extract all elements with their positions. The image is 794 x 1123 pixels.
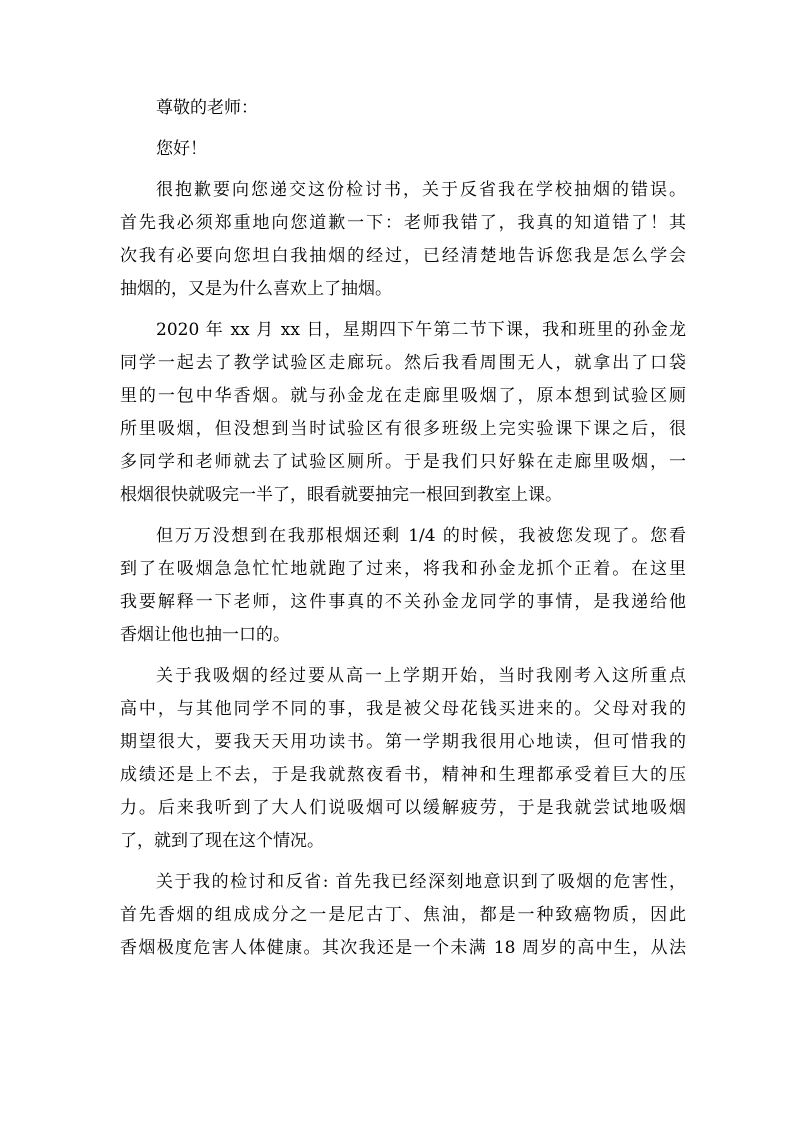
paragraph-background	[120, 660, 686, 858]
letter-body	[120, 92, 686, 965]
paragraph-reflection	[120, 866, 686, 965]
text-line: 但万万没想到在我那根烟还剩 1/4 的时候，我被您发现了。您看	[156, 526, 686, 546]
paragraph-apology	[120, 174, 686, 306]
text-line: 关于我的检讨和反省: 首先我已经深刻地意识到了吸烟的危害性，	[156, 872, 686, 892]
paragraph-incident	[120, 314, 686, 512]
text-line: 多同学和老师就去了试验区厕所。于是我们只好躲在走廊里吸烟，一	[120, 452, 686, 472]
text-line: 成绩还是上不去，于是我就熬夜看书，精神和生理都承受着巨大的压	[120, 765, 686, 785]
text-line: 首先香烟的组成成分之一是尼古丁、焦油，都是一种致癌物质，因此	[120, 905, 686, 925]
text-line: 次我有必要向您坦白我抽烟的经过，已经清楚地告诉您我是怎么学会	[120, 246, 686, 266]
text-line: 力。后来我听到了大人们说吸烟可以缓解疲劳，于是我就尝试地吸烟	[120, 798, 686, 818]
text-line: 2020 年 xx 月 xx 日，星期四下午第二节下课，我和班里的孙金龙	[156, 320, 686, 340]
greeting: 您好！	[156, 139, 207, 159]
text-line: 根烟很快就吸完一半了，眼看就要抽完一根回到教室上课。	[120, 485, 562, 505]
text-line: 里的一包中华香烟。就与孙金龙在走廊里吸烟了，原本想到试验区厕	[120, 386, 686, 406]
salutation-paragraph	[120, 92, 686, 125]
text-line: 首先我必须郑重地向您道歉一下：老师我错了，我真的知道错了！其	[120, 213, 686, 233]
text-line: 抽烟的，又是为什么喜欢上了抽烟。	[120, 279, 392, 299]
text-line: 关于我吸烟的经过要从高一上学期开始，当时我刚考入这所重点	[156, 666, 686, 686]
text-line: 高中，与其他同学不同的事，我是被父母花钱买进来的。父母对我的	[120, 699, 686, 719]
text-line: 很抱歉要向您递交这份检讨书，关于反省我在学校抽烟的错误。	[156, 180, 686, 200]
text-line: 同学一起去了教学试验区走廊玩。然后我看周围无人，就拿出了口袋	[120, 353, 686, 373]
greeting-paragraph	[120, 133, 686, 166]
text-line: 香烟极度危害人体健康。其次我还是一个未满 18 周岁的高中生，从法	[120, 938, 686, 958]
text-line: 我要解释一下老师，这件事真的不关孙金龙同学的事情，是我递给他	[120, 592, 686, 612]
salutation: 尊敬的老师：	[156, 98, 258, 118]
text-line: 香烟让他也抽一口的。	[120, 625, 290, 645]
text-line: 到了在吸烟急急忙忙地就跑了过来，将我和孙金龙抓个正着。在这里	[120, 559, 686, 579]
text-line: 期望很大，要我天天用功读书。第一学期我很用心地读，但可惜我的	[120, 732, 686, 752]
paragraph-discovered	[120, 520, 686, 652]
text-line: 所里吸烟，但没想到当时试验区有很多班级上完实验课下课之后，很	[120, 419, 686, 439]
text-line: 了，就到了现在这个情况。	[120, 831, 324, 851]
